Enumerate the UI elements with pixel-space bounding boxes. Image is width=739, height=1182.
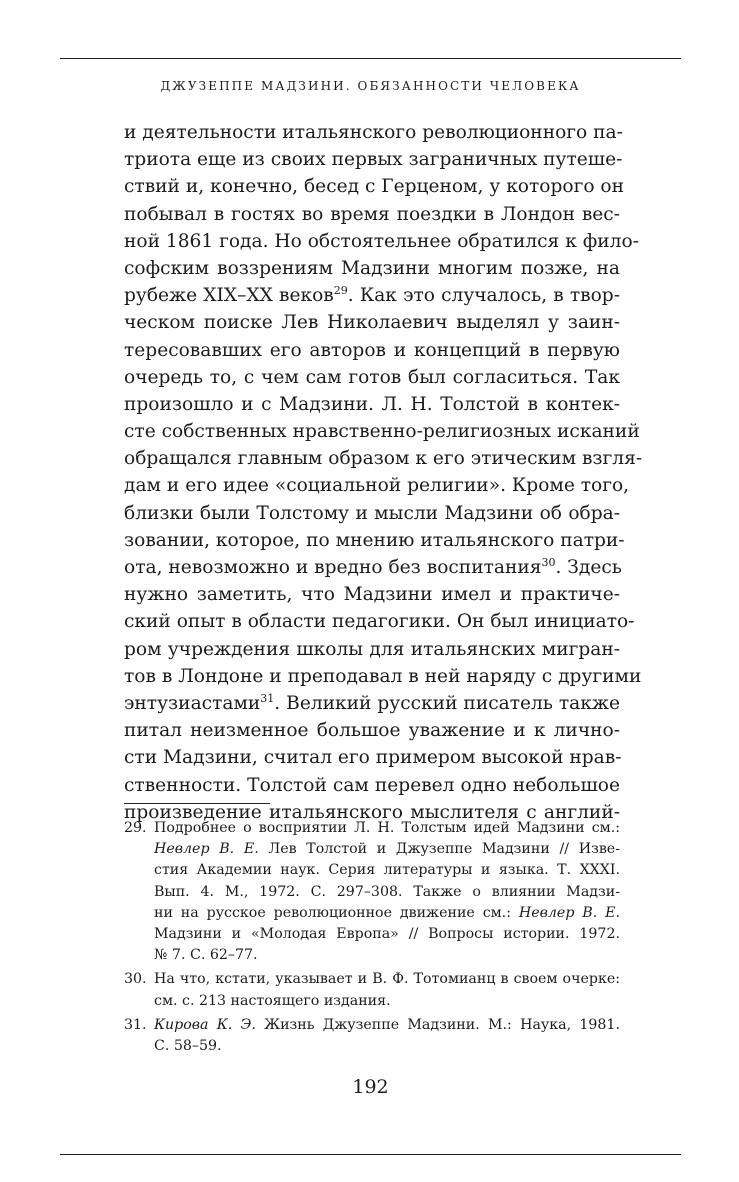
footnote-line [124, 945, 620, 966]
body-line: очередь то, с чем сам готов был согласиться. Так [124, 366, 620, 388]
body-line: ром учреждения школы для итальянских мигран- [124, 638, 620, 660]
footnote-number: 30. [124, 971, 147, 988]
footnote-text: ни на русское революционное движение см.: [154, 904, 519, 921]
running-head: ДЖУЗЕППЕ МАДЗИНИ. ОБЯЗАННОСТИ ЧЕЛОВЕКА [160, 79, 581, 93]
page-number: 192 [352, 1076, 389, 1098]
body-line: ной 1861 года. Но обстоятельнее обратился к фило- [124, 230, 639, 252]
body-text-segment: . Как это случалось, в твор- [347, 285, 620, 307]
footnote-line [124, 860, 620, 881]
body-text-segment: энтузиастами [124, 692, 261, 714]
body-line [124, 554, 620, 581]
body-line: тов в Лондоне и преподавал в ней наряду с другими [124, 665, 642, 687]
body-text [124, 119, 643, 826]
footnote-text: Лев Толстой и Джузеппе Мадзини // Изве- [258, 841, 621, 858]
body-line: произведение итальянского мыслителя с англий- [124, 801, 620, 823]
body-line: ский опыт в области педагогики. Он был инициато- [124, 611, 635, 633]
footnote-line [124, 903, 620, 924]
footnote-text: На что, кстати, указывает и В. Ф. Тотомианц в своем очерке: [154, 971, 620, 988]
footnote-line [124, 1015, 620, 1036]
footnote-text: Подробнее о восприятии Л. Н. Толстым идей Мадзини см.: [154, 820, 620, 836]
footnote-ref[interactable]: 30 [541, 556, 556, 569]
body-text-segment: . Великий русский писатель также [274, 692, 620, 714]
body-text-segment: ота, невозможно и вредно без воспитания [124, 557, 542, 578]
body-line: сти Мадзини, считал его примером высокой нрав- [124, 747, 622, 769]
footnote-text: Вып. 4. М., 1972. С. 297–308. Также о влиянии Мадзи- [154, 883, 620, 900]
footnote-text: Жизнь Джузеппе Мадзини. М.: Наука, 1981. [255, 1016, 620, 1033]
body-text-segment: . Здесь [555, 557, 622, 578]
body-line: питал неизменное большое уважение и к лично- [124, 720, 620, 742]
body-line: сте собственных нравственно-религиозных исканий [124, 421, 640, 443]
footnote-line [124, 924, 620, 945]
body-line: ствий и, конечно, бесед с Герценом, у которого он [124, 176, 625, 198]
footnote-author: Невлер В. Е. [518, 904, 621, 921]
footnote-text: С. 58–59. [154, 1037, 222, 1054]
body-line: ческом поиске Лев Николаевич выделял у заин- [124, 312, 620, 334]
body-line: обращался главным образом к его этическим взгля- [124, 448, 643, 470]
body-line [124, 690, 620, 717]
footnote-line [124, 839, 620, 860]
body-line: нужно заметить, что Мадзини имел и практиче- [124, 584, 620, 606]
body-line: дам и его идее «социальной религии». Кроме того, [124, 475, 630, 497]
footnote-line [124, 969, 620, 990]
footnotes [124, 818, 620, 1057]
body-line: триота еще из своих первых заграничных путеше- [124, 149, 623, 171]
body-line: побывал в гостях во время поездки в Лондон вес- [124, 203, 620, 225]
footnote-ref[interactable]: 31 [260, 691, 275, 705]
footnote-line [124, 818, 620, 839]
body-line: зовании, которое, по мнению итальянского патри- [124, 529, 625, 551]
body-line [124, 282, 620, 309]
footnote-ref[interactable]: 29 [333, 284, 348, 298]
footnote-author: Кирова К. Э. [154, 1016, 256, 1033]
body-line: тересовавших его авторов и концепций в первую [124, 339, 620, 361]
footnote-separator [124, 803, 270, 804]
footnote-line [124, 1036, 620, 1057]
top-rule [60, 58, 681, 59]
body-line: ственности. Толстой сам перевел одно небольшое [124, 774, 620, 796]
footnote-text: см. с. 213 настоящего издания. [154, 992, 391, 1009]
footnote-text: стия Академии наук. Серия литературы и языка. Т. XXXI. [154, 862, 620, 879]
footnote-number: 31. [124, 1016, 147, 1033]
footnote-text: Мадзини и «Молодая Европа» // Вопросы истории. 1972. [154, 925, 620, 942]
body-line: софским воззрениям Мадзини многим позже, на [124, 257, 620, 279]
footnote-author: Невлер В. Е. [154, 841, 259, 858]
footnote-line [124, 991, 620, 1012]
body-text-segment: рубеже XIX–XX веков [124, 285, 334, 307]
footnote-number: 29. [124, 820, 147, 836]
body-line: и деятельности итальянского революционного па- [124, 122, 623, 143]
bottom-rule [60, 1154, 681, 1155]
body-line: близки были Толстому и мысли Мадзини об обра- [124, 502, 620, 524]
body-line: произошло и с Мадзини. Л. Н. Толстой в контек- [124, 393, 620, 415]
footnote-text: № 7. С. 62–77. [154, 947, 258, 964]
footnote-line [124, 882, 620, 903]
